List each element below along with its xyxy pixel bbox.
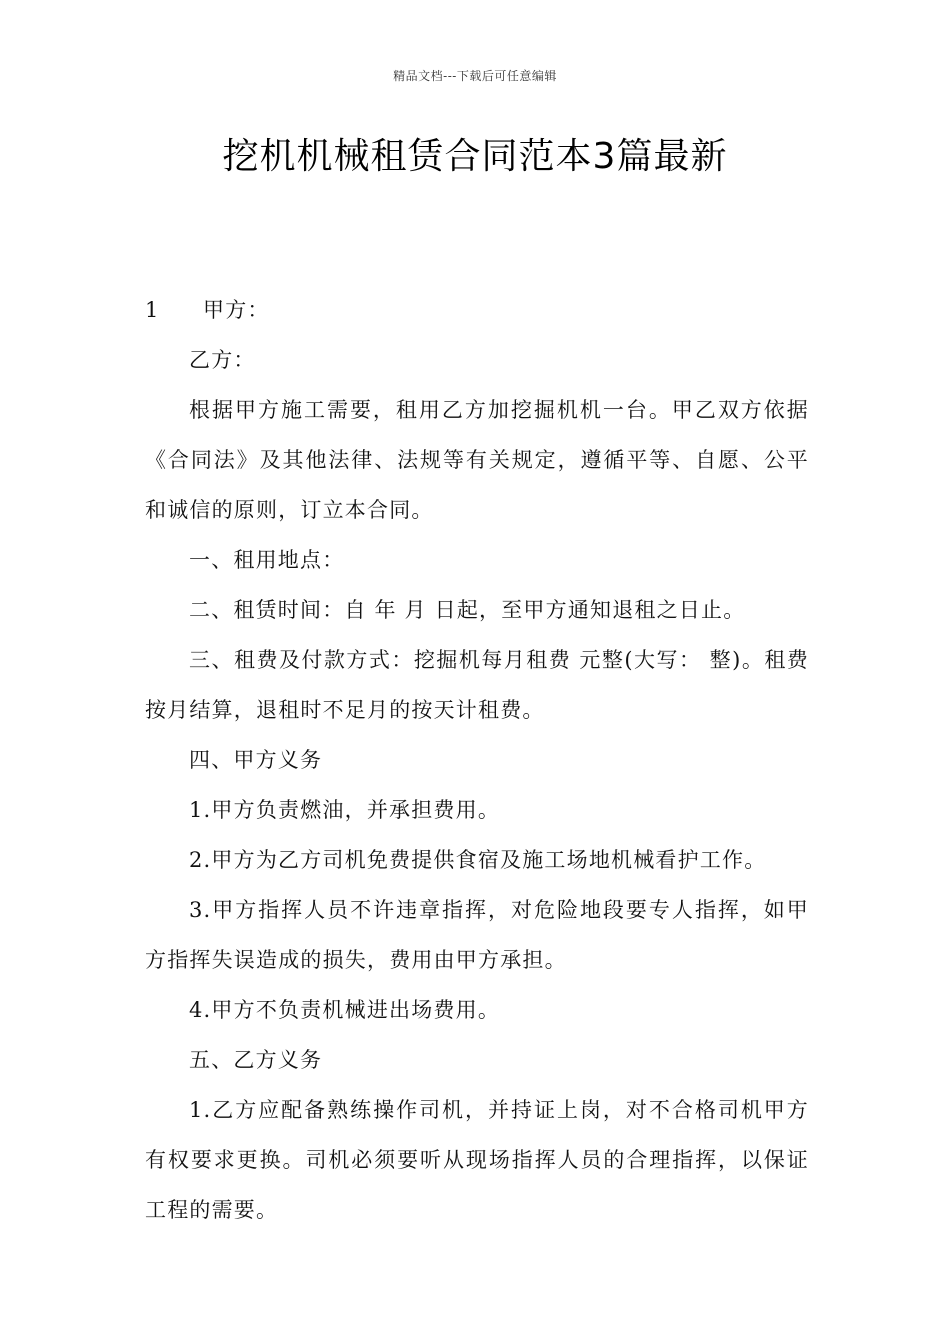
paragraph-clause-2: 二、租赁时间：自 年 月 日起，至甲方通知退租之日止。 <box>189 598 746 622</box>
paragraph-item: 4.甲方不负责机械进出场费用。 <box>189 998 501 1022</box>
paragraph-item: 1.甲方负责燃油，并承担费用。 <box>189 798 501 822</box>
paragraph-clause-5: 五、乙方义务 <box>189 1048 323 1072</box>
section-number: 1 <box>145 298 160 322</box>
paragraph-clause-4: 四、甲方义务 <box>189 748 323 772</box>
paragraph-party-b: 乙方： <box>189 348 256 372</box>
header-note: 精品文档---下载后可任意编辑 <box>393 69 557 83</box>
paragraph-clause-1: 一、租用地点： <box>189 548 345 572</box>
paragraph-text: 甲方： <box>203 298 270 322</box>
paragraph-clause-3: 三、租费及付款方式：挖掘机每月租费 元整(大写： 整)。租费按月结算，退租时不足月的按天计租费。 <box>145 648 809 722</box>
paragraph-item: 2.甲方为乙方司机免费提供食宿及施工场地机械看护工作。 <box>189 848 767 872</box>
document-title: 挖机机械租赁合同范本3篇最新 <box>222 136 728 177</box>
paragraph-item: 1.乙方应配备熟练操作司机，并持证上岗，对不合格司机甲方有权要求更换。司机必须要听从现场指挥人员的合理指挥，以保证工程的需要。 <box>145 1098 809 1222</box>
paragraph-preamble: 根据甲方施工需要，租用乙方加挖掘机机一台。甲乙双方依据《合同法》及其他法律、法规等有关规定，遵循平等、自愿、公平和诚信的原则，订立本合同。 <box>145 398 809 522</box>
document-body <box>145 285 809 1235</box>
paragraph-party-a <box>145 285 809 335</box>
paragraph-item: 3.甲方指挥人员不许违章指挥，对危险地段要专人指挥，如甲方指挥失误造成的损失，费用由甲方承担。 <box>145 898 809 972</box>
